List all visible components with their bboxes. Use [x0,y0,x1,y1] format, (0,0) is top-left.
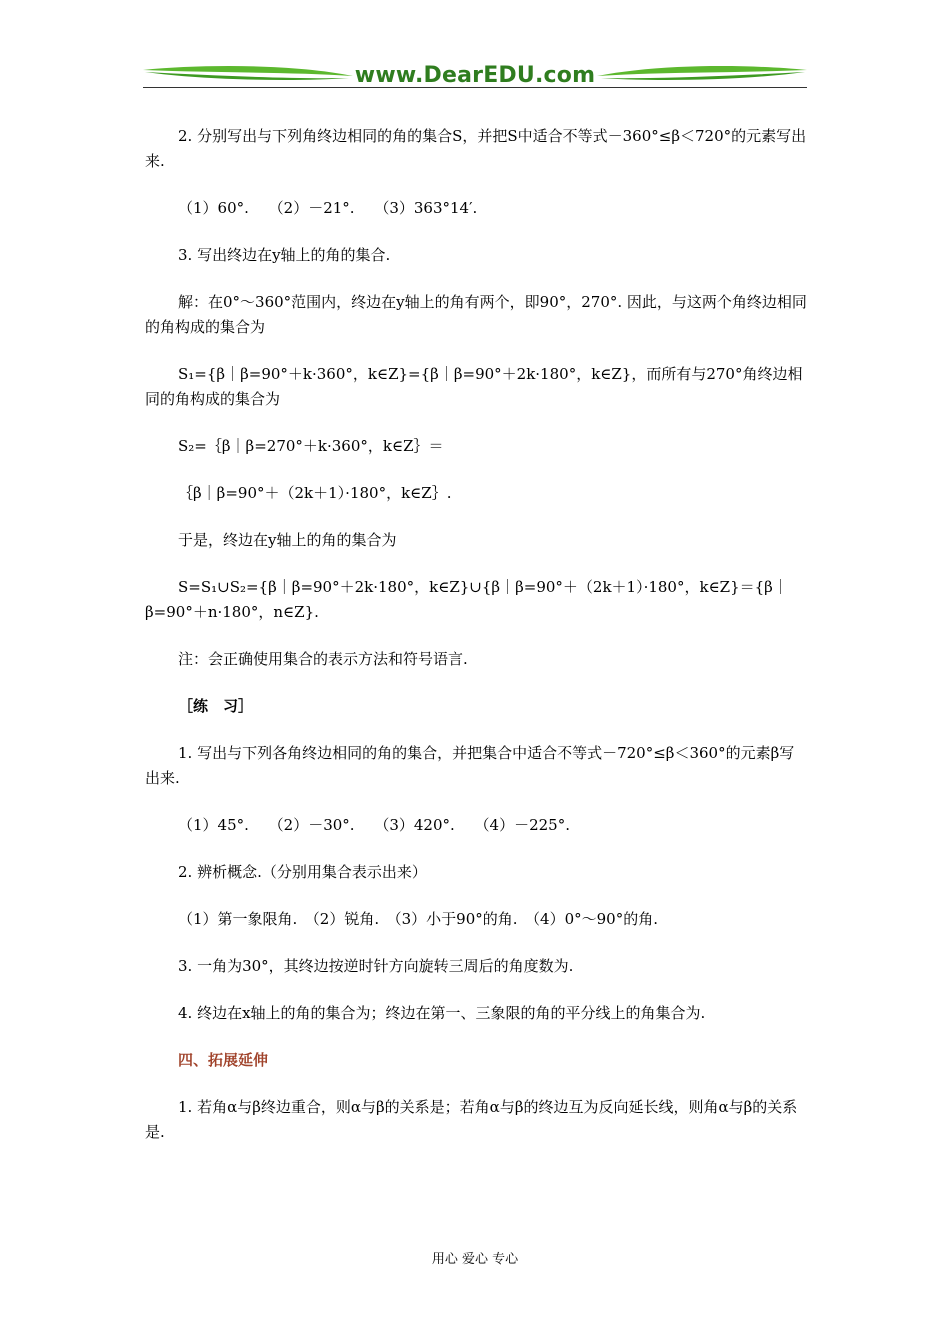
paragraph-practice-2-items: （1）第一象限角. （2）锐角. （3）小于90°的角. （4）0°～90°的角. [178,910,658,928]
paragraph-solution: 解：在0°～360°范围内，终边在y轴上的角有两个，即90°，270°. 因此，与这两个角终边相同的角构成的集合为 [145,293,807,336]
paragraph-note: 注：会正确使用集合的表示方法和符号语言. [178,650,468,668]
page-footer: 用心 爱心 专心 [431,1252,519,1267]
section-practice-heading: ［练 习］ [178,697,254,715]
section-extension-heading: 四、拓展延伸 [178,1051,269,1069]
paragraph-extension-1: 1. 若角α与β终边重合，则α与β的关系是；若角α与β的终边互为反向延长线，则角α与β的关系是. [145,1098,798,1141]
header-divider [143,87,807,88]
paragraph-s1: S₁={β｜β=90°＋k·360°，k∈Z}={β｜β=90°＋2k·180°，k∈Z}，而所有与270°角终边相同的角构成的集合为 [145,365,803,408]
paragraph-q2-items: （1）60°. （2）－21°. （3）363°14′. [178,199,478,217]
paragraph-q2: 2. 分别写出与下列角终边相同的角的集合S，并把S中适合不等式－360°≤β＜720°的元素写出来. [145,127,807,170]
site-logo[interactable]: www.DearEDU.com [354,63,596,88]
paragraph-q3: 3. 写出终边在y轴上的角的集合. [178,246,391,264]
document-body [145,124,807,1167]
paragraph-therefore: 于是，终边在y轴上的角的集合为 [178,531,397,549]
paragraph-practice-1: 1. 写出与下列各角终边相同的角的集合，并把集合中适合不等式－720°≤β＜360°的元素β写出来. [145,744,795,787]
paragraph-s2-cont: ｛β｜β=90°＋（2k＋1）·180°，k∈Z｝. [178,484,452,502]
paragraph-s2: S₂=｛β｜β=270°＋k·360°，k∈Z｝＝ [178,437,444,455]
paragraph-practice-3: 3. 一角为30°，其终边按逆时针方向旋转三周后的角度数为. [178,957,574,975]
paragraph-s-union: S=S₁∪S₂={β｜β=90°＋2k·180°，k∈Z}∪{β｜β=90°＋（2k＋1）·180°，k∈Z}＝{β｜β=90°＋n·180°，n∈Z}. [145,578,788,621]
paragraph-practice-2: 2. 辨析概念.（分别用集合表示出来） [178,863,427,881]
paragraph-practice-4: 4. 终边在x轴上的角的集合为；终边在第一、三象限的角的平分线上的角集合为. [178,1004,706,1022]
paragraph-practice-1-items: （1）45°. （2）－30°. （3）420°. （4）－225°. [178,816,570,834]
